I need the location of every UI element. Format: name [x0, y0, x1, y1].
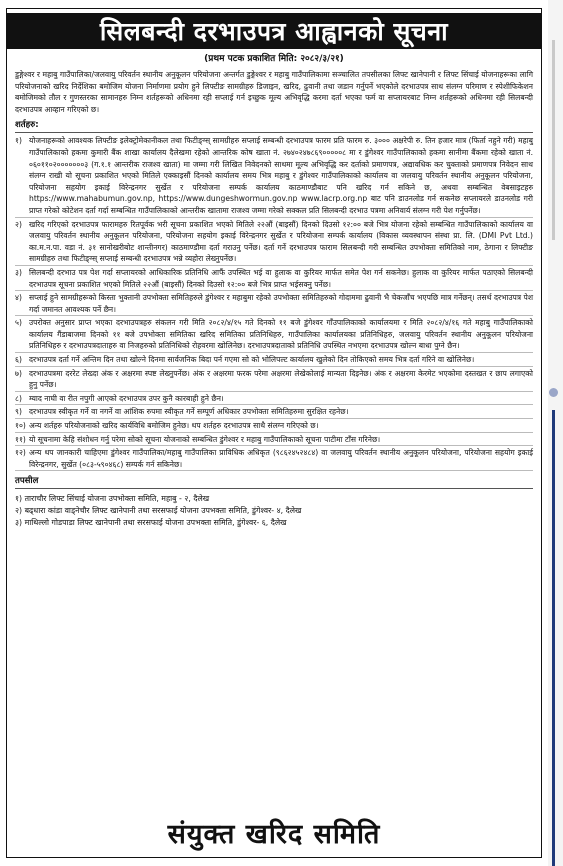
conditions-list	[15, 135, 533, 471]
condition-item	[15, 368, 533, 392]
divider	[15, 488, 533, 489]
publication-date: (प्रथम पटक प्रकाशित मिति: २०८२/३/२१)	[204, 54, 344, 64]
tapasil-list	[15, 493, 533, 529]
committee-signature: संयुक्त खरिद समिति	[167, 819, 381, 850]
condition-text: खरिद गरिएको दरभाउपत्र फारामहरु रितपूर्वक भरी सूचना प्रकाशित भएको मितिले २२औं (बाइसौं) दिनको दिउसो १२:०० बजे भित्र योजना रहेको सम्बन्धित गाउँपालिकाको कार्यालय वा जलवायु परिवर्तन स्थानीय अनुकूलन परियोजना, परियोजना सहयोग इकाई विरेन्द्रनगर सुर्खेत र परियोजना सम्पर्क कार्यालय (विकास व्यवस्थापन संस्था प्रा. लि. (DMI Pvt Ltd.) का.म.न.पा. वडा नं. ३१ सानोखरीबोट शान्तीनगर) काठमाण्डौमा दर्ता गराउनु पर्नेछ। दर्ता गर्ने दरभाउपत्र फाराम सिलबन्दी गरी सम्बन्धित उपभोक्ता समितिको नाम, ठेगाना र लिफ्टीङ सामग्रीहरु तथा फिटीङ्ग्स् सप्लाई सम्बन्धी दरभाउपत्र भन्ने व्यहोरा लेख्नुपर्नेछ।	[29, 219, 533, 264]
condition-text: योजनाहरूको आवश्यक लिफ्टीङ इलेक्ट्रोमेकानीकल तथा फिटीङ्ग्स् सामग्रीहरु सप्लाई सम्बन्धी दरभाउपत्र फारम प्रति फारम रु. ३००० अक्षरेपी रु. तिन हजार मात्र (फिर्ता नहुने गरी) महाबु गाउँपालिकाको हकमा कुमारी बैंक शाखा कार्यालय दैलेखमा रहेको आन्तरिक कोष खाता नं. २७४०२४७८६९०००००८ मा र डुंगेश्वर गाउँपालिकाको हकमा सानीमा बैंकमा रहेको खाता नं. ०६०११०२०००००००३ (ग.१.१ आन्तरीक राजश्व खाता) मा जम्मा गरी लिखित निवेदनको साथमा मूल्य अभिवृद्धि कर दर्ताको प्रमाणपत्र, अद्यावधिक कर चुक्ताको प्रमाणपत्र निवेदन साथ संलग्न राखी यो सूचना प्रकाशित भएको मितिले एक्काइसौं दिनको कार्यालय समय भित्र महाबु र डुंगेश्वर गाउँपालिकाको कार्यालय वा जलवायु परिवर्तन स्थानीय अनुकूलन परियोजना, परियोजना सहयोग इकाई विरेन्द्रनगर सुर्खेत र परियोजना सम्पर्क कार्यालय काठमाण्डौबाट पनि खरिद गर्न सकिने छ, अथवा सम्बन्धित वेबसाइटहरु https://www.mahabumun.gov.np, https://www.dungeshwormun.gov.np www.lacrp.org.np बाट पनि डाउनलोड गर्न सकनेछ सप्लायरले डाउनलोड गरी प्राप्त गरेको कोटेशन दर्ता गर्दा सम्बन्धित गाउँपालिकाको आन्तरीक खातामा राजश्व जम्मा गरेको सक्कल प्रति सिलबन्दी दरभाउ पत्रमा अनिवार्य संलग्न गरी पेश गर्नुपर्नेछ।	[29, 136, 533, 215]
condition-number: ८)	[15, 393, 22, 403]
tapasil-heading: तपसील	[15, 476, 39, 487]
margin-line	[552, 40, 555, 240]
margin-dot	[549, 388, 558, 397]
tapasil-item: ३) माथिल्लो गोडपाडा लिफ्ट खानेपानी तथा सरसफाई योजना उपभक्ता समिति, डुंगेश्वर- ६, दैलेख	[15, 518, 287, 528]
condition-item	[15, 267, 533, 291]
condition-number: १२)	[15, 448, 26, 458]
condition-item	[15, 406, 533, 419]
tapasil-item: २) बढ्धारा कांडा वाड्नेचौर लिफ्ट खानेपानी तथा सरसफाई योजना उपभक्ता समिति, डुंगेश्वर- ४, दैलेख	[15, 506, 302, 516]
condition-text: उपरोक्त अनुसार प्राप्त भएका दरभाउपत्रहरु संकलन गरी मिति २०८२/४/१५ गते दिनको ११ बजे डुंगेश्वर गाँउपालिकाको कार्यालयमा र मिति २०८२/४/१६ गते महाबु गाउँपालिकाको कार्यालय गैंडाबाजमा दिनको ११ बजे उपभोक्ता समितिका खरिद समितिका प्रतिनिधिहरु, गाउँपालिका कार्यालयका प्रतिनिधिहरु, जलवायु परिवर्तन स्थानीय अनुकूलन परियोजना प्रतिनिधिहरु र दरभाउपत्रदाताहरु वा निजहरुको प्रतिनिधिको रोहवरमा खोलिनेछ। दरभाउपत्रदाताको प्रतिनिधि उपस्थित नभएमा दरभाउपत्र खोल्न बाधा पुग्ने छैन।	[29, 318, 533, 351]
condition-number: ११)	[15, 434, 26, 444]
condition-text: दरभाउपत्र स्वीकृत गर्ने वा नगर्ने वा आंशिक रुपमा स्वीकृत गर्ने सम्पूर्ण अधिकार उपभोक्ता समितिहरुमा सुरक्षित रहनेछ।	[29, 407, 349, 417]
page-margin	[548, 0, 563, 866]
condition-item	[15, 420, 533, 433]
condition-item	[15, 447, 533, 471]
condition-item	[15, 317, 533, 353]
condition-text: यो सूचनामा केहि संशोधन गर्नु परेमा सोको सूचना योजनाको सम्बन्धित डुंगेश्वर र महाबु गाउँपालिकाको सूचना पाटीमा टाँस गरिनेछ।	[29, 434, 381, 444]
condition-number: ४)	[15, 293, 22, 303]
condition-text: म्याद नाघी वा रीत नपुगी आएको दरभाउपत्र उपर कुनै कारबाही हुने छैन।	[29, 393, 224, 403]
divider	[15, 132, 533, 133]
condition-item	[15, 354, 533, 367]
conditions-heading: शर्तहरु:	[15, 120, 39, 131]
intro-paragraph: डुङ्गेश्वर र महाबु गाउँपालिका/जलवायु परिवर्तन स्थानीय अनुकूलन परियोजना अन्तर्गत डुङ्गेश्वर र महाबु गाउँपालिकामा सञ्चालित तपसीलका लिफ्ट खानेपानी र लिफ्ट सिंचाई योजनाहरूका लागि परियोजनाको खरिद निर्देशिका बमोजिम योजना निर्माणमा प्रयोग हुने लिफ्टीङ सामग्रीहरु डिजाइन, खरिद, ढुवानी तथा जडान गर्नुपर्ने भएकोले दरभाउपत्र साथ संलग्न परिमाण र स्पेशीफिकेशन बमोजिमको तौल र गुणस्तरका सामानहरु निम्न शर्तहरूको अधिनमा रही सप्लाई गर्न इच्छुक मूल्य अभिवृद्धि करमा दर्ता भएका फर्म वा सप्लायरबाट निम्न शर्तहरूको अधिनमा रही सिलबन्दी दरभाउपत्र आव्हान गरिएको छ।	[15, 70, 533, 114]
margin-line-blue	[552, 410, 555, 866]
condition-number: ३)	[15, 267, 22, 277]
condition-item	[15, 393, 533, 406]
condition-item	[15, 135, 533, 217]
condition-item	[15, 292, 533, 316]
condition-number: ६)	[15, 355, 22, 365]
condition-text: दरभाउपत्र दर्ता गर्ने अन्तिम दिन तथा खोल्ने दिनमा सार्वजनिक बिदा पर्न गएमा सो को भोलिपल्ट कार्यालय खुलेको दिन तोकिएको समय भित्र दर्ता गरिने वा खोलिनेछ।	[29, 355, 475, 365]
condition-number: ९)	[15, 407, 22, 417]
condition-item	[15, 219, 533, 266]
condition-number: १)	[15, 136, 22, 146]
notice-title: सिलबन्दी दरभाउपत्र आह्वानको सूचना	[7, 13, 541, 49]
condition-number: १०)	[15, 421, 26, 431]
tapasil-item: १) ताराचौर लिफ्ट सिंचाई योजना उपभोक्ता समिति, महाबु - २, दैलेख	[15, 494, 210, 504]
condition-number: ७)	[15, 368, 22, 378]
condition-item	[15, 434, 533, 447]
condition-text: दरभाउपत्रमा दररेट लेख्दा अंक र अक्षरमा स्पष्ट लेख्नुपर्नेछ। अंक र अक्षरमा फरक परेमा अक्षरमा लेखेकोलाई मान्यता दिइनेछ। अंक र अक्षरमा केरमेट भएकोमा दस्तखत र छाप लगाएको हुनु पर्नेछ।	[29, 368, 533, 390]
condition-text: अन्य शर्तहरु परियोजनाको खरिद कार्यविधि बमोजिम हुनेछ। थप शर्तहरु दरभाउपत्र साथै संलग्न गरिएको छ।	[29, 421, 319, 431]
condition-text: सप्लाई हुने सामग्रीहरूको किस्ता भुक्तानी उपभोक्ता समितिहरुले डुंगेश्वर र महाबुमा रहेको उपभोक्ता समितिहरुको गोदाममा ढुवानी भै चेकजाँच भएपछि मात्र गर्नेछन्। तसर्थ दरभाउपत्र पेश गर्दा जमानत आवश्यक पर्ने छैन।	[29, 293, 533, 314]
condition-text: सिलबन्दी दरभाउ पत्र पेश गर्दा सप्लायरको आधिकारिक प्रतिनिधि आफैं उपस्थित भई वा हुलाक वा कुरियर मार्फत समेत पेश गर्न सकनेछ। हुलाक वा कुरियर मार्फत पठाएको सिलबन्दी दरभाउपत्र सूचना प्रकाशित भएको मितिले २२औं (बाइसौं) दिनको दिउसो १२:०० बजे भित्र प्राप्त भईसक्नु पर्नेछ।	[29, 267, 533, 289]
condition-text: अन्य थप जानकारी चाहिएमा डुंगेश्वर गाउँपालिका/महाबु गाउँपालिका प्राविधिक अधिकृत (९८६२४५२४८४) वा जलवायु परिवर्तन स्थानीय अनुकूलन परियोजना, परियोजना सहयोग इकाई विरेन्द्रनगर, सुर्खेत (०८३-५९०४६८) सम्पर्क गर्न सकिनेछ।	[29, 448, 533, 469]
condition-number: २)	[15, 219, 22, 229]
condition-number: ५)	[15, 318, 22, 328]
tender-notice	[6, 8, 542, 858]
